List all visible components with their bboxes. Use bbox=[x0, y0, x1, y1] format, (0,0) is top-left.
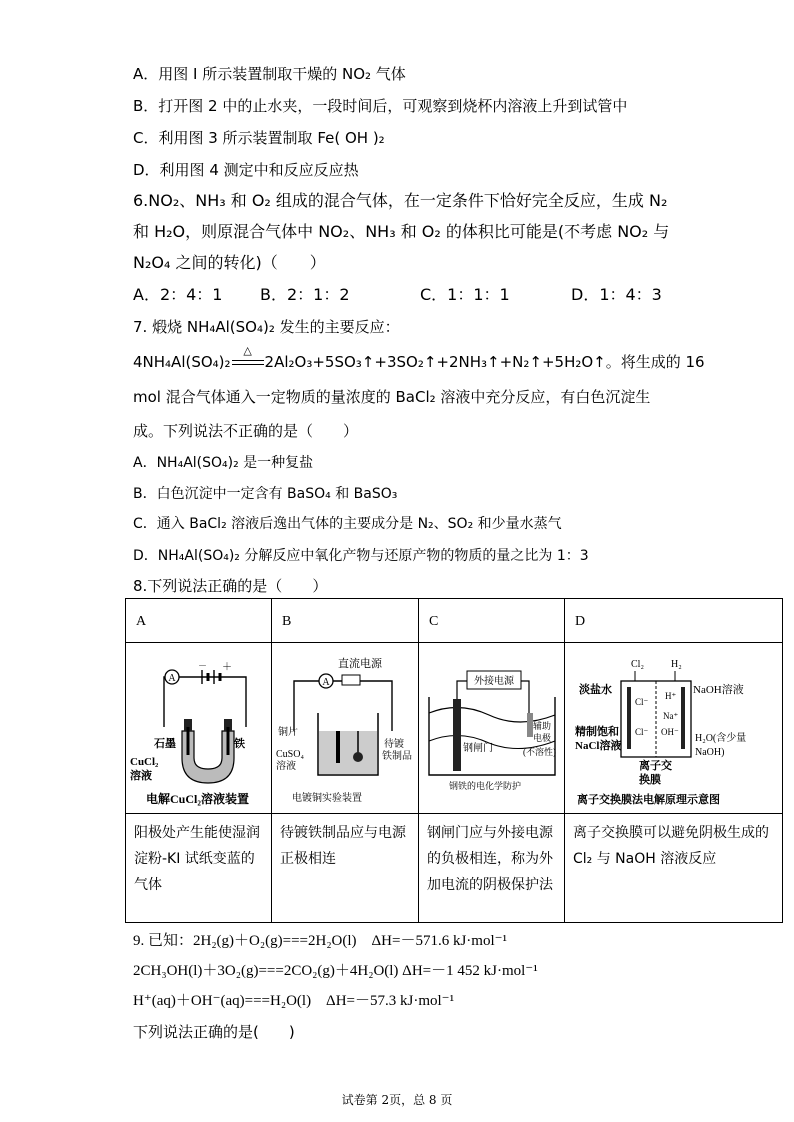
brine-label-2: NaCl溶液 bbox=[575, 740, 622, 752]
na-ion-label: Na⁺ bbox=[663, 711, 679, 721]
q7-option-c: C．通入 BaCl₂ 溶液后逸出气体的主要成分是 N₂、SO₂ 和少量水蒸气 bbox=[133, 516, 562, 532]
q7-equation-left: 4NH₄Al(SO₄)₂ bbox=[133, 353, 231, 371]
naoh-solution-label: NaOH溶液 bbox=[693, 684, 744, 696]
q7-stem-line2: mol 混合气体通入一定物质的量浓度的 BaCl₂ 溶液中充分反应，有白色沉淀生 bbox=[133, 388, 651, 406]
q7-option-d: D．NH₄Al(SO₄)₂ 分解反应中氧化产物与还原产物的物质的量之比为 1：3 bbox=[133, 548, 589, 564]
q7-equation-condition bbox=[231, 344, 265, 372]
q9-line2: 2CH₃OH(l)＋3O₂(g)===2CO₂(g)＋4H₂O(l) ΔH=－1 452 kJ·mol⁻¹ bbox=[133, 963, 538, 979]
figure-a-cell bbox=[126, 643, 272, 814]
header-a: A bbox=[126, 599, 272, 643]
q9-line3: H⁺(aq)＋OH⁻(aq)===H₂O(l) ΔH=－57.3 kJ·mol⁻¹ bbox=[133, 993, 455, 1009]
plated-item-label-2: 铁制品 bbox=[382, 751, 412, 762]
q9-line4: 下列说法正确的是( ) bbox=[133, 1023, 295, 1041]
figure-c-cell bbox=[419, 643, 565, 814]
figure-b-cell bbox=[272, 643, 419, 814]
brine-label-1: 精制饱和 bbox=[575, 726, 619, 738]
solution-label-1: CuCl₂ bbox=[130, 756, 159, 768]
figure-c-caption: 钢铁的电化学防护 bbox=[449, 781, 522, 791]
ion-exchange-membrane-figure bbox=[565, 643, 783, 813]
figure-d-caption: 离子交换膜法电解原理示意图 bbox=[577, 794, 720, 806]
q9-line1: 9. 已知：2H₂(g)＋O₂(g)===2H₂O(l) ΔH=－571.6 kJ·mol⁻¹ bbox=[133, 933, 508, 949]
h2-label: H₂ bbox=[671, 659, 682, 670]
copper-label: 铜片 bbox=[278, 727, 298, 738]
plated-item-label-1: 待镀 bbox=[384, 739, 404, 750]
q6-option-d: D．1：4：3 bbox=[571, 285, 662, 304]
svg-text:－: － bbox=[198, 661, 208, 671]
description-c: 钢闸门应与外接电源的负极相连，称为外加电流的阴极保护法 bbox=[419, 814, 565, 923]
description-a: 阳极处产生能使湿润淀粉-KI 试纸变蓝的气体 bbox=[126, 814, 272, 923]
description-d: 离子交换膜可以避免阴极生成的 Cl₂ 与 NaOH 溶液反应 bbox=[565, 814, 783, 923]
oh-ion-label: OH⁻ bbox=[661, 727, 679, 737]
description-b: 待镀铁制品应与电源正极相连 bbox=[272, 814, 419, 923]
q6-option-a: A．2：4：1 bbox=[133, 285, 223, 304]
cuso4-label-1: CuSO₄ bbox=[276, 749, 304, 760]
steel-gate-label: 钢闸门 bbox=[463, 743, 493, 754]
ammeter-label: A bbox=[322, 677, 330, 688]
q5-option-d: D．利用图 4 测定中和反应反应热 bbox=[133, 161, 359, 179]
figure-d-cell bbox=[565, 643, 783, 814]
q7-stem-line3: 成。下列说法不正确的是（ ） bbox=[133, 422, 359, 440]
q7-option-b: B．白色沉淀中一定含有 BaSO₄ 和 BaSO₃ bbox=[133, 486, 398, 502]
q6-stem-line1: 6.NO₂、NH₃ 和 O₂ 组成的混合气体，在一定条件下恰好完全反应，生成 N₂ bbox=[133, 191, 668, 210]
q5-option-a: A．用图 I 所示装置制取干燥的 NO₂ 气体 bbox=[133, 65, 406, 83]
cl2-label: Cl₂ bbox=[631, 659, 644, 670]
q7-option-a: A．NH₄Al(SO₄)₂ 是一种复盐 bbox=[133, 455, 314, 471]
electrolysis-cucl2-figure bbox=[126, 643, 272, 813]
q7-stem: 7. 煅烧 NH₄Al(SO₄)₂ 发生的主要反应： bbox=[133, 318, 400, 336]
aux-electrode-label-1: 辅助 bbox=[533, 721, 552, 731]
page-footer: 试卷第 2页，总 8 页 bbox=[341, 1093, 453, 1107]
solution-label-2: 溶液 bbox=[130, 770, 152, 782]
u-tube-icon bbox=[182, 731, 234, 783]
q8-options-table bbox=[125, 598, 783, 923]
power-source-label: 直流电源 bbox=[338, 658, 382, 670]
q8-stem: 8.下列说法正确的是（ ） bbox=[133, 577, 328, 595]
figure-b-caption: 电镀铜实验装置 bbox=[292, 793, 362, 804]
dilute-brine-label: 淡盐水 bbox=[579, 684, 612, 696]
q7-equation-right: 2Al₂O₃+5SO₃↑+3SO₂↑+2NH₃↑+N₂↑+5H₂O↑。将生成的 16 bbox=[264, 353, 705, 371]
h-ion-label: H⁺ bbox=[665, 691, 677, 701]
aux-electrode-label-2: 电极 bbox=[533, 733, 552, 743]
header-c: C bbox=[419, 599, 565, 643]
membrane-label-2: 换膜 bbox=[639, 774, 661, 786]
external-power-label: 外接电源 bbox=[474, 676, 514, 687]
carbon-electrode-label: 石墨 bbox=[154, 738, 176, 750]
q7-equation bbox=[133, 344, 705, 372]
water-label-1: H₂O(含少量 bbox=[695, 733, 747, 744]
header-d: D bbox=[565, 599, 783, 643]
q6-option-b: B．2：1：2 bbox=[260, 285, 350, 304]
figure-a-caption: 电解CuCl₂溶液装置 bbox=[146, 792, 249, 806]
q5-option-b: B．打开图 2 中的止水夹，一段时间后，可观察到烧杯内溶液上升到试管中 bbox=[133, 97, 628, 115]
cuso4-label-2: 溶液 bbox=[276, 761, 296, 772]
power-source-icon bbox=[342, 675, 360, 685]
iron-electrode-label: 铁 bbox=[234, 738, 245, 750]
cathodic-protection-figure bbox=[419, 643, 565, 813]
ammeter-label: A bbox=[168, 673, 176, 684]
electroplating-figure bbox=[272, 643, 419, 813]
q6-stem-line3: N₂O₄ 之间的转化)（ ） bbox=[133, 253, 326, 272]
q6-option-c: C．1：1：1 bbox=[420, 285, 510, 304]
aux-electrode-label-3: (不溶性) bbox=[523, 747, 556, 757]
steel-gate-icon bbox=[453, 699, 461, 771]
q5-option-c: C．利用图 3 所示装置制取 Fe( OH )₂ bbox=[133, 129, 385, 147]
q6-stem-line2: 和 H₂O，则原混合气体中 NO₂、NH₃ 和 O₂ 的体积比可能是(不考虑 NO₂ 与 bbox=[133, 222, 670, 241]
cl-ion-label-2: Cl⁻ bbox=[635, 727, 649, 737]
membrane-label-1: 离子交 bbox=[639, 760, 672, 772]
heat-symbol: △ bbox=[243, 344, 252, 357]
svg-text:＋: ＋ bbox=[222, 662, 232, 673]
cl-ion-label: Cl⁻ bbox=[635, 697, 649, 707]
header-b: B bbox=[272, 599, 419, 643]
water-label-2: NaOH) bbox=[695, 747, 725, 758]
